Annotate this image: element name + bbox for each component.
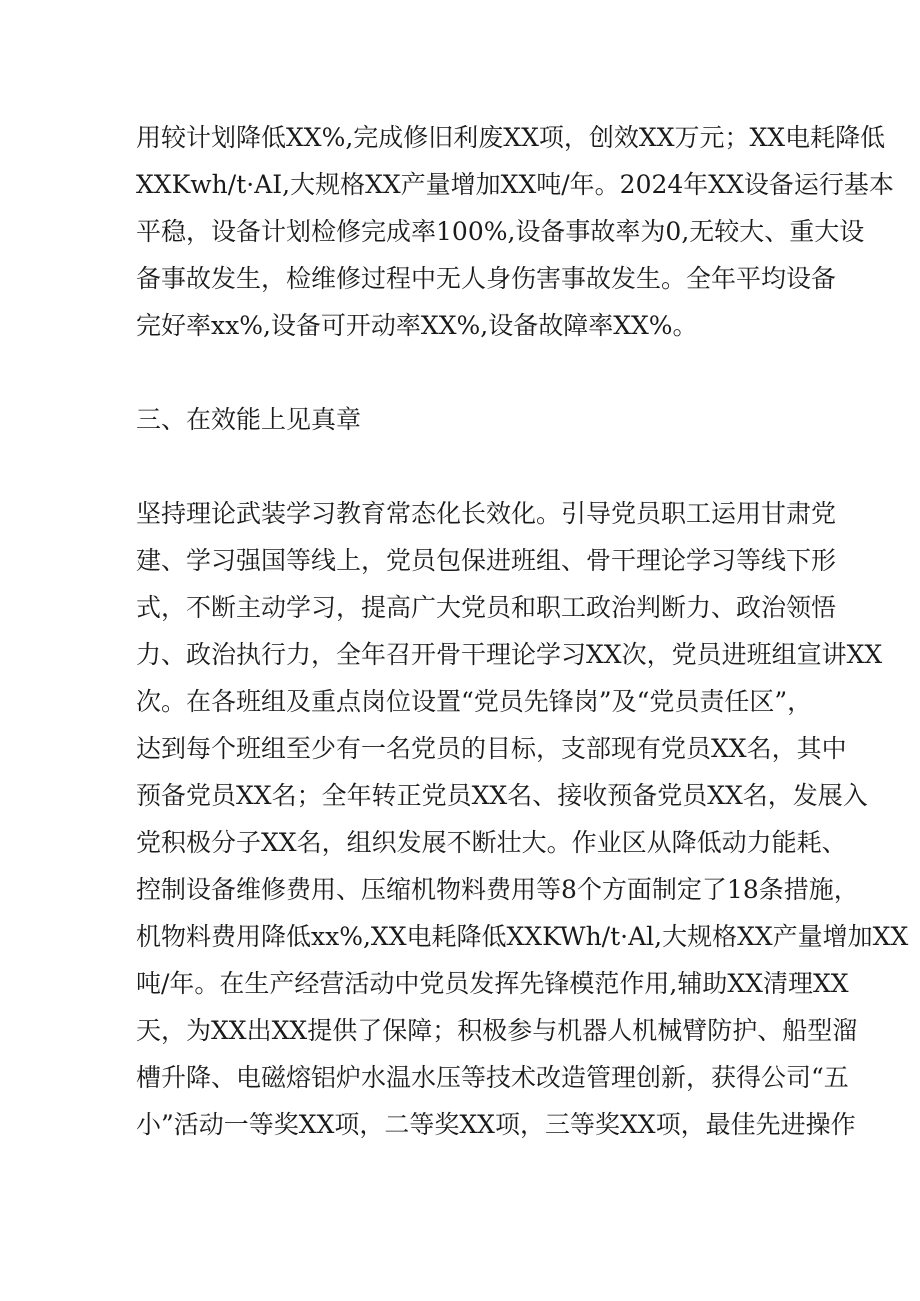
paragraph-2-line-6: 达到每个班组至少有一名党员的目标，支部现有党员XX名，其中 [136,734,847,763]
paragraph-2-line-3: 式，不断主动学习，提高广大党员和职工政治判断力、政治领悟 [136,593,837,622]
paragraph-2-line-9: 控制设备维修费用、压缩机物料费用等8个方面制定了18条措施， [136,875,859,904]
section-heading: 三、在效能上见真章 [136,405,362,434]
paragraph-2-line-11: 吨/年。在生产经营活动中党员发挥先锋模范作用,辅助XX清理XX [136,969,849,998]
paragraph-2-line-14: 小”活动一等奖XX项，二等奖XX项，三等奖XX项，最佳先进操作 [136,1110,856,1139]
paragraph-2-line-10: 机物料费用降低xx%,XX电耗降低XXKWh/t·Al,大规格XX产量增加XX [136,922,909,951]
paragraph-2-line-7: 预备党员XX名；全年转正党员XX名、接收预备党员XX名，发展入 [136,781,868,810]
paragraph-2-line-2: 建、学习强国等线上，党员包保进班组、骨干理论学习等线下形 [136,546,837,575]
paragraph-2-line-4: 力、政治执行力，全年召开骨干理论学习XX次，党员进班组宣讲XX [136,640,883,669]
paragraph-2-line-12: 天，为XX出XX提供了保障；积极参与机器人机械臂防护、船型溜 [136,1016,858,1045]
paragraph-1-line-2: XXKwh/t·AI,大规格XX产量增加XX吨/年。2024年XX设备运行基本 [136,170,894,199]
paragraph-1-line-5: 完好率xx%,设备可开动率XX%,设备故障率XX%。 [136,311,698,340]
paragraph-1-line-4: 备事故发生，检维修过程中无人身伤害事故发生。全年平均设备 [136,264,837,293]
paragraph-1-line-1: 用较计划降低XX%,完成修旧利废XX项，创效XX万元；XX电耗降低 [136,123,886,152]
paragraph-1-line-3: 平稳，设备计划检修完成率100%,设备事故率为0,无较大、重大设 [136,217,865,246]
paragraph-2-line-1: 坚持理论武装学习教育常态化长效化。引导党员职工运用甘肃党 [136,499,837,528]
paragraph-2-line-13: 槽升降、电磁熔铝炉水温水压等技术改造管理创新，获得公司“五 [136,1063,849,1092]
paragraph-2-line-8: 党积极分子XX名，组织发展不断壮大。作业区从降低动力能耗、 [136,828,847,857]
paragraph-2-line-5: 次。在各班组及重点岗位设置“党员先锋岗”及“党员责任区”， [136,687,813,716]
